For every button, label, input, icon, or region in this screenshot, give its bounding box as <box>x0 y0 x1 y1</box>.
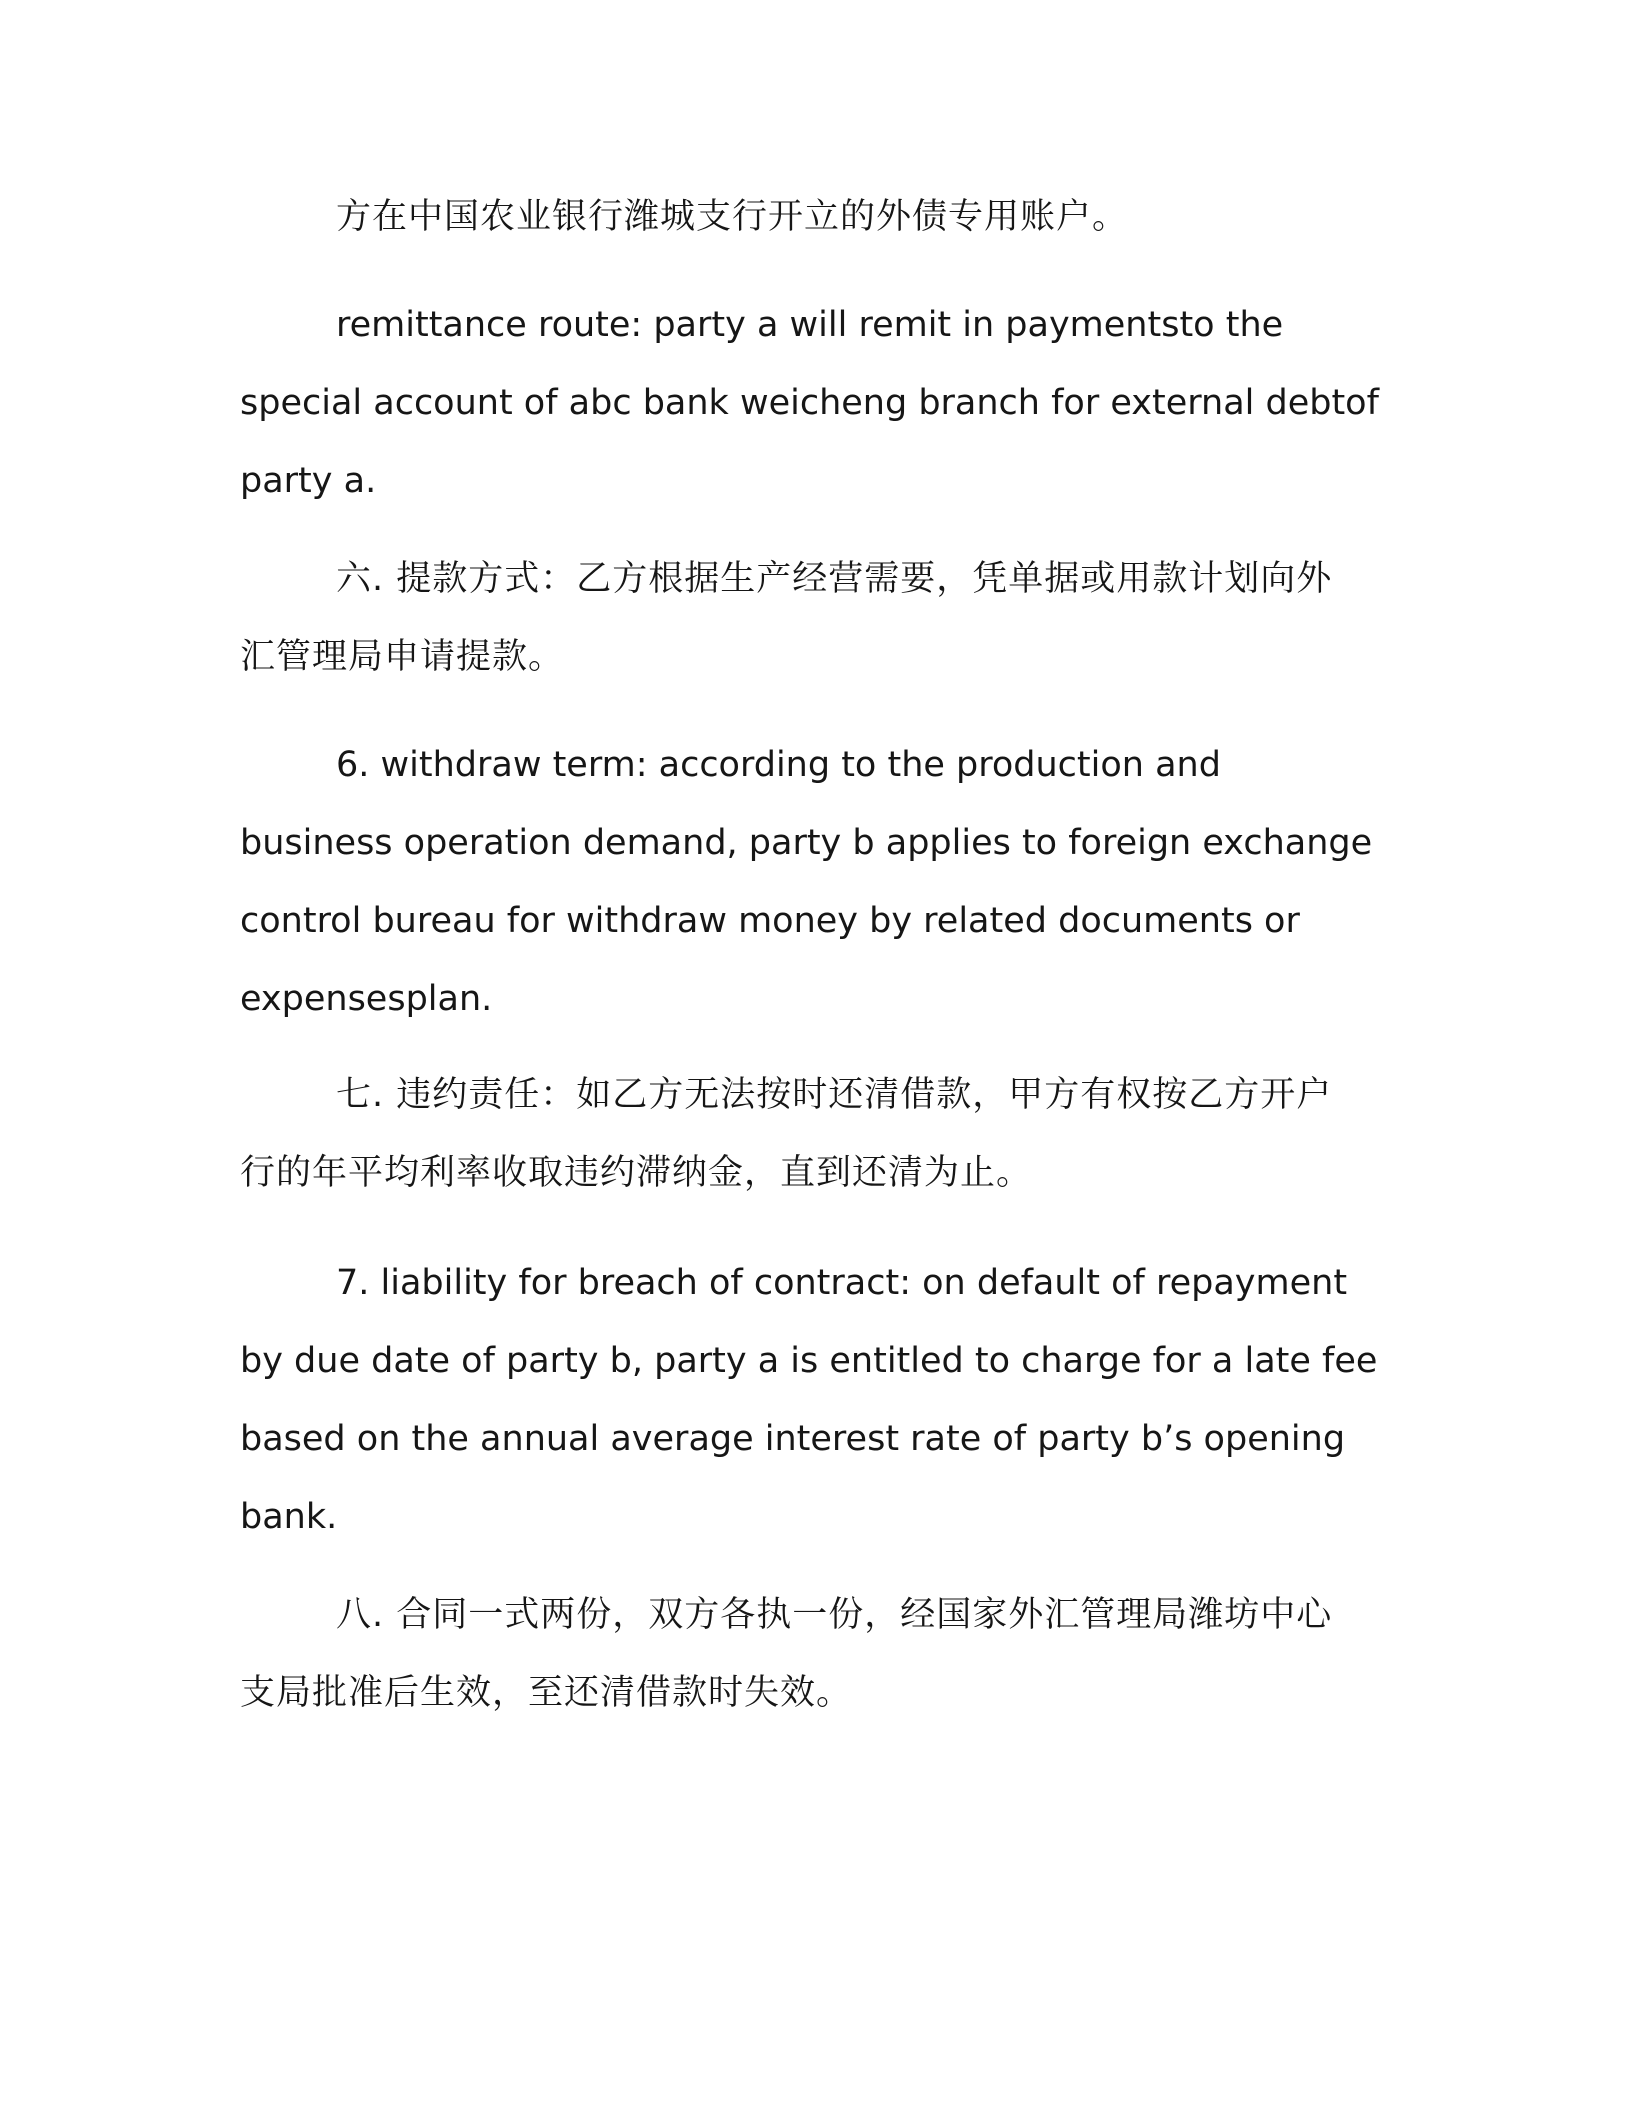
text-line: 行的年平均利率收取违约滞纳金，直到还清为止。 <box>240 1153 1033 1193</box>
text-line: 八. 合同一式两份，双方各执一份，经国家外汇管理局潍坊中心 <box>336 1595 1333 1635</box>
paragraph-liability-en <box>240 1244 1400 1556</box>
text-line: 六. 提款方式：乙方根据生产经营需要，凭单据或用款计划向外 <box>336 559 1333 599</box>
text-line: special account of abc bank weicheng branch for external debtof <box>240 383 1379 423</box>
paragraph-withdraw-term-en <box>240 726 1400 1038</box>
paragraph-remittance-route <box>240 286 1400 520</box>
text-line: 6. withdraw term: according to the production and <box>336 745 1221 785</box>
text-line: 汇管理局申请提款。 <box>240 637 565 677</box>
paragraph-withdraw-term-zh <box>240 540 1400 696</box>
text-line: party a. <box>240 461 377 501</box>
text-line: 7. liability for breach of contract: on default of repayment <box>336 1263 1348 1303</box>
text-line: by due date of party b, party a is entitled to charge for a late fee <box>240 1341 1378 1381</box>
text-line: remittance route: party a will remit in paymentsto the <box>336 305 1284 345</box>
text-line: 方在中国农业银行潍城支行开立的外债专用账户。 <box>336 197 1129 237</box>
text-line: 七. 违约责任：如乙方无法按时还清借款，甲方有权按乙方开户 <box>336 1075 1333 1115</box>
paragraph-contract-copies <box>240 1576 1400 1732</box>
paragraph-account-continuation <box>240 178 1400 256</box>
paragraph-liability-zh <box>240 1056 1400 1212</box>
text-line: 支局批准后生效，至还清借款时失效。 <box>240 1673 853 1713</box>
text-line: bank. <box>240 1497 338 1537</box>
text-line: expensesplan. <box>240 979 493 1019</box>
text-line: business operation demand, party b applies to foreign exchange <box>240 823 1373 863</box>
text-line: based on the annual average interest rate of party b’s opening <box>240 1419 1346 1459</box>
text-line: control bureau for withdraw money by related documents or <box>240 901 1300 941</box>
